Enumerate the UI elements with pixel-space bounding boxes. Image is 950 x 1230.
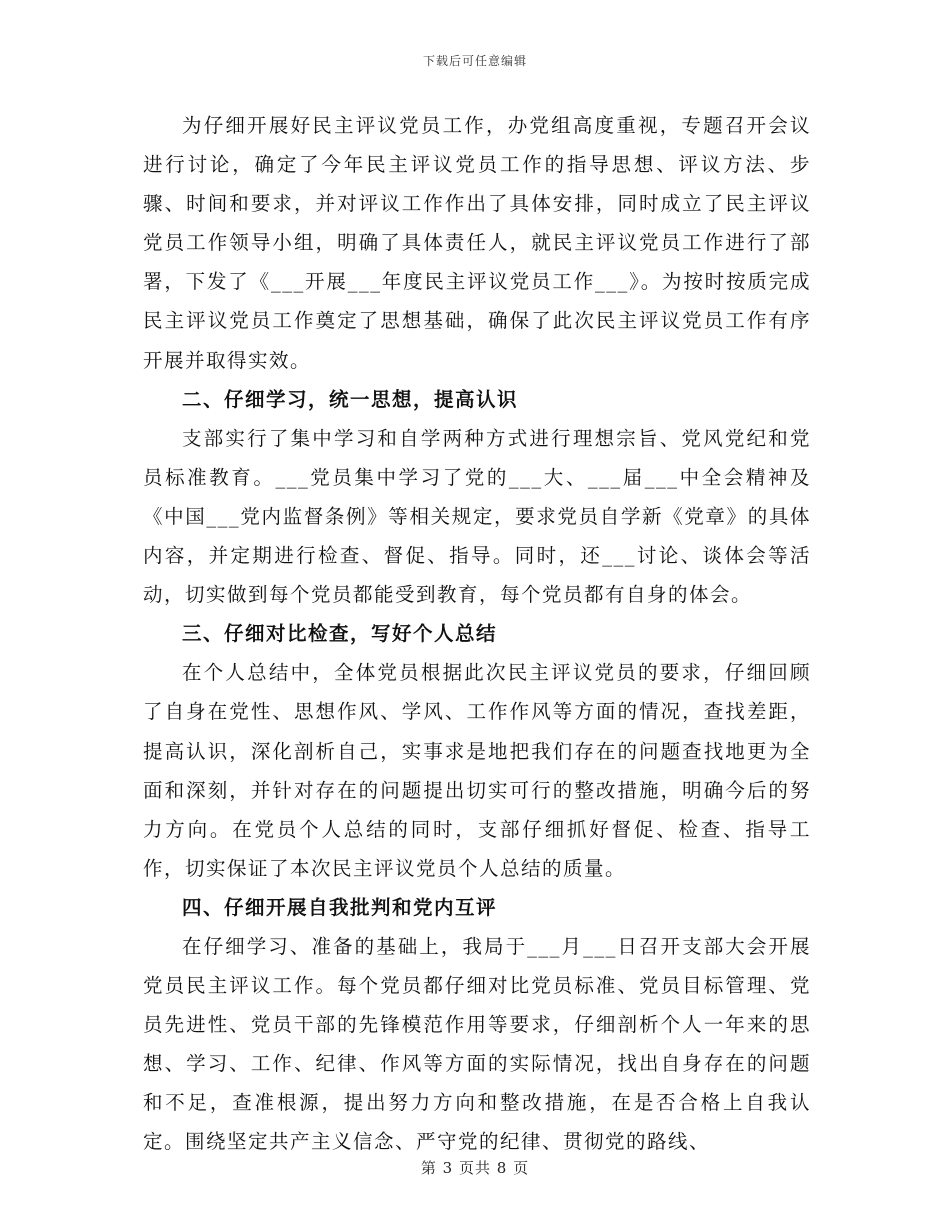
- page-header: 下载后可任意编辑: [422, 54, 527, 68]
- page-footer: 第 3 页共 8 页: [420, 1159, 530, 1177]
- paragraph-critique: 在仔细学习、准备的基础上，我局于___月___日召开支部大会开展党员民主评议工作。每个党员都仔细对比党员标准、党员目标管理、党员先进性、党员干部的先锋模范作用等要求，仔细剖析个人一年来的思想、学习、工作、纪律、作风等方面的实际情况，找出自身存在的问题和不足，查准根源，提出努力方向和整改措施，在是否合格上自我认定。围绕坚定共产主义信念、严守党的纪律、贯彻党的路线、: [143, 934, 811, 1154]
- document-body: [143, 106, 811, 1162]
- section-heading-4: 四、仔细开展自我批判和党内互评: [182, 895, 498, 919]
- section-heading-3: 三、仔细对比检查，写好个人总结: [182, 622, 498, 646]
- paragraph-summary: 在个人总结中，全体党员根据此次民主评议党员的要求，仔细回顾了自身在党性、思想作风、学风、工作作风等方面的情况，查找差距，提高认识，深化剖析自己，实事求是地把我们存在的问题查找地更为全面和深刻，并针对存在的问题提出切实可行的整改措施，明确今后的努力方向。在党员个人总结的同时，支部仔细抓好督促、检查、指导工作，切实保证了本次民主评议党员个人总结的质量。: [143, 661, 811, 880]
- paragraph-study: 支部实行了集中学习和自学两种方式进行理想宗旨、党风党纪和党员标准教育。___党员集中学习了党的___大、___届___中全会精神及《中国___党内监督条例》等相关规定，要求党员自学新《党章》的具体内容，并定期进行检查、督促、指导。同时，还___讨论、谈体会等活动，切实做到每个党员都能受到教育，每个党员都有自身的体会。: [143, 426, 811, 607]
- section-heading-2: 二、仔细学习，统一思想，提高认识: [182, 387, 519, 411]
- paragraph-intro: 为仔细开展好民主评议党员工作，办党组高度重视，专题召开会议进行讨论，确定了今年民主评议党员工作的指导思想、评议方法、步骤、时间和要求，并对评议工作作出了具体安排，同时成立了民主评议党员工作领导小组，明确了具体责任人，就民主评议党员工作进行了部署，下发了《___开展___年度民主评议党员工作___》。为按时按质完成民主评议党员工作奠定了思想基础，确保了此次民主评议党员工作有序开展并取得实效。: [143, 114, 811, 372]
